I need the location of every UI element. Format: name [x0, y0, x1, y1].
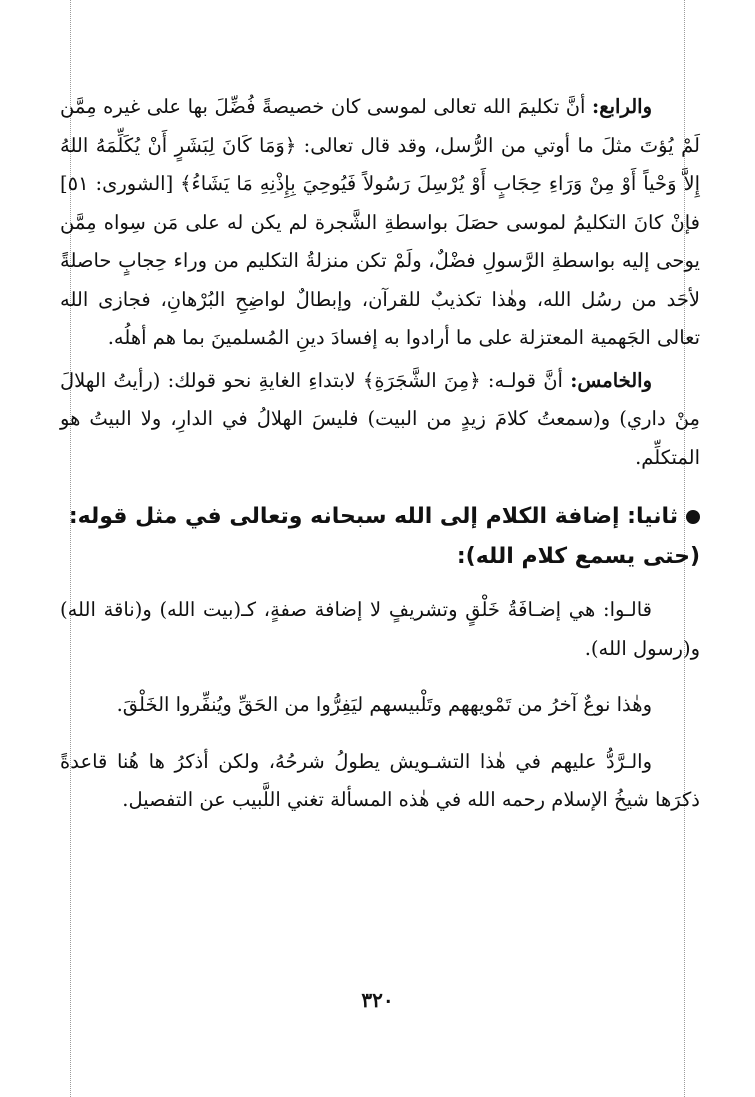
paragraph-fifth	[60, 362, 700, 478]
section-heading-line-1: ثانيا: إضافة الكلام إلى الله سبحانه وتعالى في مثل قوله:	[60, 497, 700, 537]
paragraph-lead: والرابع:	[592, 95, 653, 118]
page-number: ٣٢٠	[361, 988, 394, 1012]
paragraph-lead: والخامس:	[570, 368, 652, 392]
paragraph-they-said: قالـوا: هي إضـافَةُ خَلْقٍ وتشريفٍ لا إضافة صفةٍ، كـ(بيت الله) و(ناقة الله) و(رسول الله).	[60, 598, 700, 660]
bullet-icon	[686, 510, 700, 524]
paragraph-another-kind: وهٰذا نوعٌ آخرُ من تَمْويههم وتَلْبيسهم ليَفِرُّوا من الحَقِّ ويُنفِّروا الخَلْقَ.	[116, 693, 652, 716]
page-body	[60, 88, 700, 820]
paragraph-fourth	[60, 88, 700, 358]
section-heading	[60, 497, 700, 577]
paragraph-text: أنَّ قولـه: ﴿مِنَ الشَّجَرَةِ﴾ لابتداءِ الغايةِ نحو قولك: (رأيتُ الهلالَ مِنْ داري) و(سمعتُ كلامَ زيدٍ من البيت) فليسَ الهلالُ في الدارِ، ولا البيتُ هو المتكلِّم.	[60, 368, 700, 469]
paragraph-text: أنَّ تكليمَ الله تعالى لموسى كان خصيصةً فُضِّلَ بها على غيره مِمَّن لَمْ يُؤتَ مثلَ ما أوتي من الرُّسل، وقد قال تعالى: ﴿وَمَا كَانَ لِبَشَرٍ أَنْ يُكَلِّمَهُ اللهُ إِلاَّ وَحْياً أَوْ مِنْ وَرَاءِ حِجَابٍ أَوْ يُرْسِلَ رَسُولاً فَيُوحِيَ بِإِذْنِهِ مَا يَشَاءُ﴾ [الشورى: ٥١] فإنْ كانَ التكليمُ لموسى حصَلَ بواسطةِ الشَّجرة لم يكن له على مَن سِواه مِمَّن يوحى إليه بواسطةِ الرَّسولِ فضْلٌ، ولَمْ تكن منزلةُ التكليم من وراء حِجابٍ حاصلةً لأحَد من رسُل الله، وهٰذا تكذيبٌ للقرآن، وإبطالٌ لواضِحِ البُرْهانِ، فجازى الله تعالى الجَهمية المعتزلة على ما أرادوا به إفسادَ دينِ المُسلمينَ بما هم أهلُه.	[60, 95, 700, 349]
section-heading-line-2: (حتى يسمع كلام الله):	[456, 544, 700, 569]
paragraph-rebuttal: والـرَّدُّ عليهم في هٰذا التشـويش يطولُ شرحُهُ، ولكن أذكرُ ها هُنا قاعدةً ذكرَها شيخُ الإسلام رحمه الله في هٰذه المسألة تغني اللَّبيب عن التفصيل.	[60, 749, 700, 811]
